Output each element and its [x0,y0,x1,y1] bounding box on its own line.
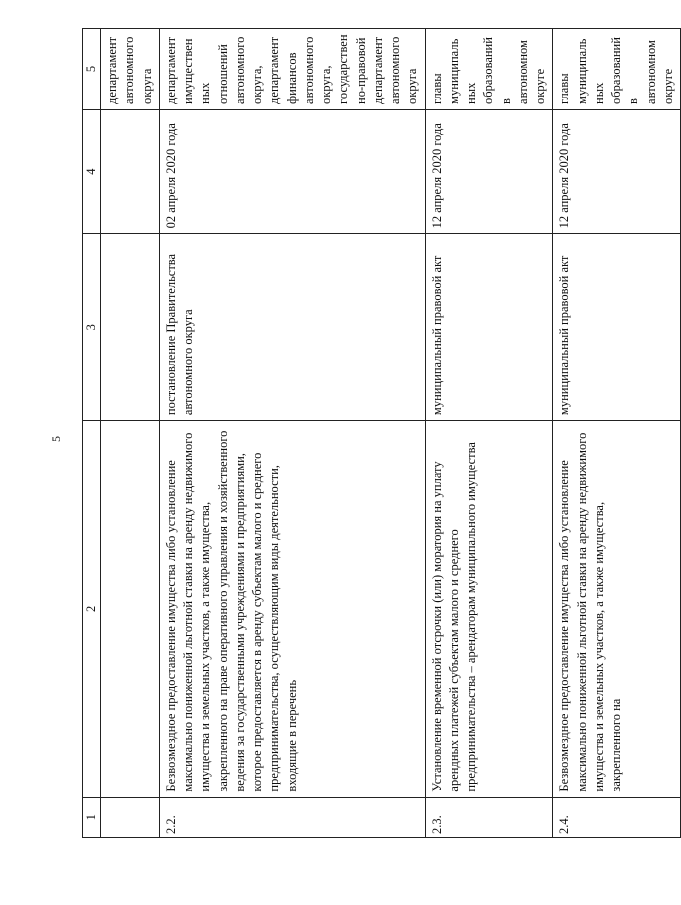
cell-num: 2.2. [159,797,425,837]
cell-num: 2.4. [553,797,681,837]
cell-date: 12 апреля 2020 года [553,109,681,233]
cell-responsible: главы муниципальных образований в автономном округе [553,29,681,110]
page-number: 5 [49,436,63,442]
cell-responsible: департамент имущественных отношений автономного округа, департамент финансов автономного округа, государственно-правовой департамент автономного округа [159,29,425,110]
header-col-2: 2 [83,421,101,797]
cell-measure: Безвозмездное предоставление имущества либо установление максимально пониженной льготной ставки на аренду недвижимого имущества и земельных участков, а также имущества, закрепленного на [553,421,681,797]
cell-empty [101,109,160,233]
cell-doc: муниципальный правовой акт [553,234,681,421]
cell-empty [101,234,160,421]
header-col-4: 4 [83,109,101,233]
cell-responsible: департамент автономного округа [101,29,160,110]
table-row [425,29,553,838]
table-row-continued [101,29,160,838]
measures-table [82,28,681,838]
cell-empty [101,421,160,797]
cell-doc: муниципальный правовой акт [425,234,553,421]
rotated-table-container [82,28,675,838]
cell-measure: Установление временной отсрочки (или) моратория на уплату арендных платежей субъектам малого и среднего предпринимательства – арендаторам муниципального имущества [425,421,553,797]
cell-date: 12 апреля 2020 года [425,109,553,233]
cell-responsible: главы муниципальных образований в автономном округе [425,29,553,110]
header-col-3: 3 [83,234,101,421]
cell-empty [101,797,160,837]
cell-date: 02 апреля 2020 года [159,109,425,233]
cell-num: 2.3. [425,797,553,837]
table-row [553,29,681,838]
cell-doc: постановление Правительства автономного округа [159,234,425,421]
table-row [159,29,425,838]
header-col-5: 5 [83,29,101,110]
cell-measure: Безвозмездное предоставление имущества либо установление максимально пониженной льготной ставки на аренду недвижимого имущества и земельных участков, а также имущества, закрепленного на праве оперативного управления и хозяйственного ведения за государственными учреждениями и предприятиями, которое предоставляется в аренду субъектам малого и среднего предпринимательства, осуществляющим виды деятельности, входящие в перечень [159,421,425,797]
table-header-row [83,29,101,838]
header-col-1: 1 [83,797,101,837]
